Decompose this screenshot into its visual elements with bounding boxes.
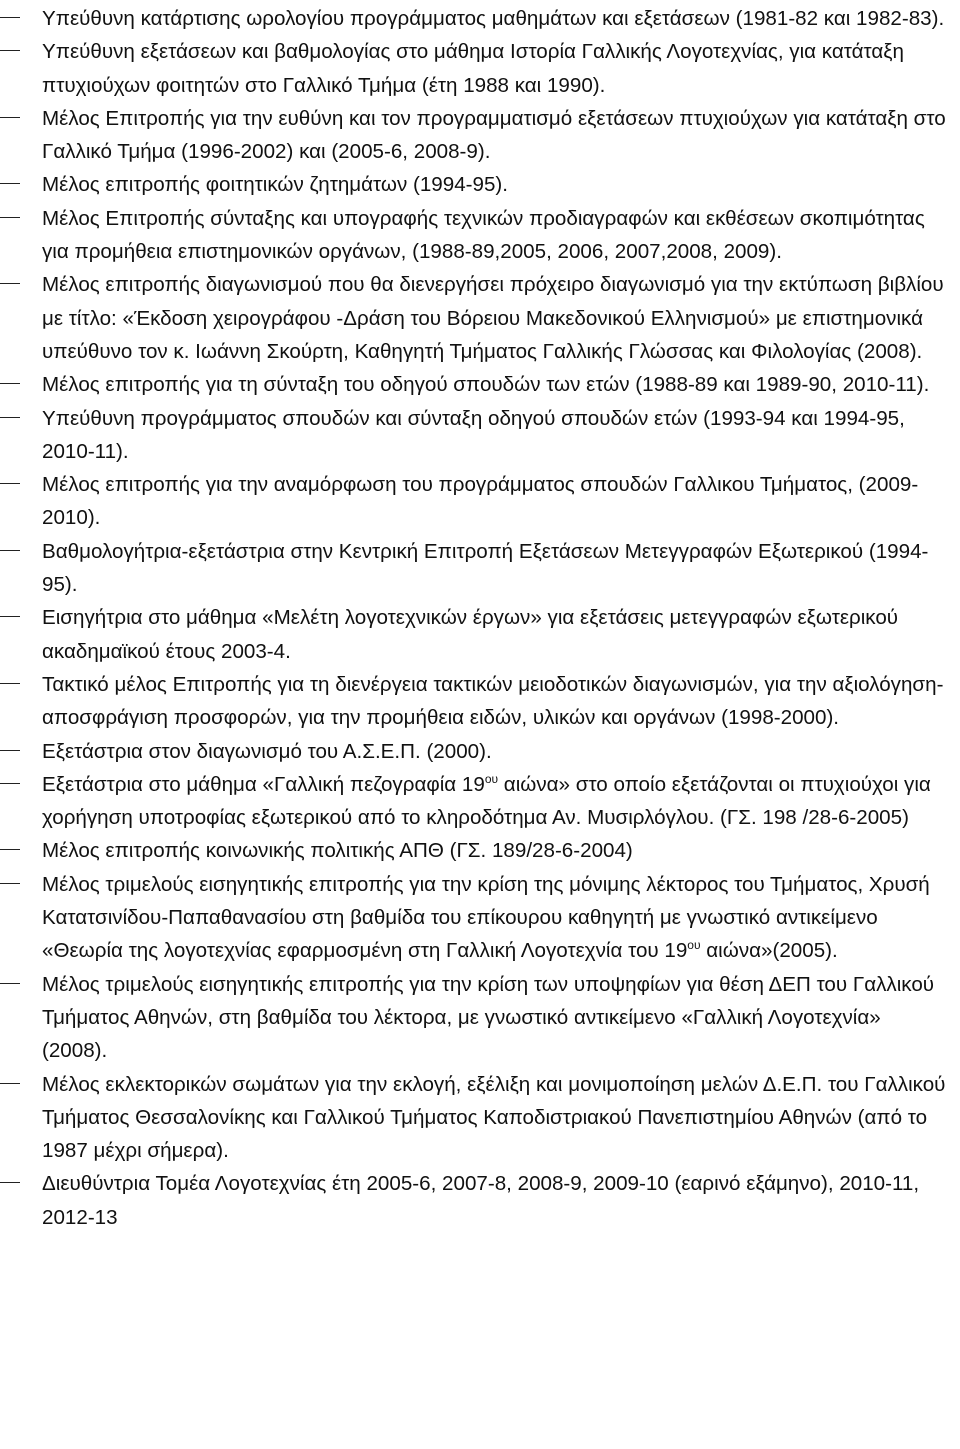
list-item [0,202,960,269]
list-item-text: Μέλος Επιτροπής για την ευθύνη και τον προγραμματισμό εξετάσεων πτυχιούχων για κατάταξη στο Γαλλικό Τμήμα (1996-2002) και (2005-6, 2008-9). [42,106,946,164]
list-item-text: Εισηγήτρια στο μάθημα «Μελέτη λογοτεχνικών έργων» για εξετάσεις μετεγγραφών εξωτερικού ακαδημαϊκού έτους 2003-4. [42,606,899,663]
list-item [0,268,960,368]
list-item [0,35,960,102]
list-item [0,468,960,535]
list-item-text-part: αιώνα»(2005). [700,939,838,963]
dash-bullet-icon [0,750,20,751]
dash-bullet-icon [0,483,20,484]
list-item-text-part: Εξετάστρια στο μάθημα «Γαλλική πεζογραφία 19 [42,772,485,796]
dash-bullet-icon [0,417,20,418]
dash-bullet-icon [0,783,20,784]
ordinal-superscript: ου [687,938,701,953]
list-item-text: Μέλος επιτροπής διαγωνισμού που θα διενεργήσει πρόχειρο διαγωνισμό για την εκτύπωση βιβλίου με τίτλο: «Έκδοση χειρογράφου -Δράση του Βόρειου Μακεδονικού Ελληνισμού» με επιστημονικά υπεύθυνο τον κ. Ιωάννη Σκούρτη, Καθηγητή Τμήματος Γαλλικής Γλώσσας και Φιλολογίας (2008). [42,273,944,363]
dash-bullet-icon [0,1083,20,1084]
list-item-text: Μέλος εκλεκτορικών σωμάτων για την εκλογή, εξέλιξη και μονιμοποίηση μελών Δ.Ε.Π. του Γαλλικού Τμήματος Θεσσαλονίκης και Γαλλικού Τμήματος Καποδιστριακού Πανεπιστημίου Αθηνών (από το 1987 μέχρι σήμερα). [42,1072,946,1163]
list-item-text: Μέλος επιτροπής για την αναμόρφωση του προγράμματος σπουδών Γαλλικου Τμήματος, (2009-2010). [42,473,919,530]
list-item-text: Μέλος επιτροπής για τη σύνταξη του οδηγού σπουδών των ετών (1988-89 και 1989-90, 2010-11). [42,373,930,397]
list-item [0,834,960,867]
list-item [0,668,960,735]
dash-bullet-icon [0,849,20,850]
dash-bullet-icon [0,17,20,18]
dash-bullet-icon [0,1182,20,1183]
list-item [0,368,960,401]
list-item [0,1068,960,1168]
list-item-text: Μέλος τριμελούς εισηγητικής επιτροπής για την κρίση των υποψηφίων για θέση ΔΕΠ του Γαλλικού Τμήματος Αθηνών, στη βαθμίδα του λέκτορα, με γνωστικό αντικείμενο «Γαλλική Λογοτεχνία» (2008). [42,972,935,1063]
list-item [0,1167,960,1234]
list-item-text: Υπεύθυνη προγράμματος σπουδών και σύνταξη οδηγού σπουδών ετών (1993-94 και 1994-95, 2010-11). [42,406,905,463]
dash-bullet-icon [0,383,20,384]
list-item-text: Διευθύντρια Τομέα Λογοτεχνίας έτη 2005-6, 2007-8, 2008-9, 2009-10 (εαρινό εξάμηνο), 2010-11, 2012-13 [42,1172,920,1229]
dash-bullet-icon [0,616,20,617]
list-item [0,868,960,968]
list-item-text: Βαθμολογήτρια-εξετάστρια στην Κεντρική Επιτροπή Εξετάσεων Μετεγγραφών Εξωτερικού (1994-95). [42,539,929,597]
list-item [0,2,960,35]
list-item [0,168,960,201]
dash-bullet-icon [0,50,20,51]
list-item [0,402,960,469]
list-item-text: Μέλος Επιτροπής σύνταξης και υπογραφής τεχνικών προδιαγραφών και εκθέσεων σκοπιμότητας για προμήθεια επιστημονικών οργάνων, (1988-89,2005, 2006, 2007,2008, 2009). [42,206,925,264]
list-item-text: Εξετάστρια στον διαγωνισμό του Α.Σ.Ε.Π. (2000). [42,739,492,763]
list-item-text-part: Μέλος τριμελούς εισηγητικής επιτροπής για την κρίση της μόνιμης λέκτορος του Τμήματος, Χρυσή Κατατσινίδου-Παπαθανασίου στη βαθμίδα του επίκουρου καθηγητή με γνωστικό αντικείμενο «Θεωρία της λογοτεχνίας εφαρμοσμένη στη Γαλλική Λογοτεχνία του 19 [42,872,930,963]
list-item [0,768,960,835]
dash-bullet-icon [0,217,20,218]
list-item-text [42,873,930,963]
dash-bullet-icon [0,983,20,984]
list-item [0,601,960,668]
list-item-text-part: αιώνα» στο οποίο εξετάζονται οι πτυχιούχοι για χορήγηση υποτροφίας εξωτερικού από το κληροδότημα Αν. Μυσιρλόγλου. (ΓΣ. 198 /28-6-2005) [42,772,931,830]
list-item-text [42,773,931,829]
dash-bullet-icon [0,183,20,184]
ordinal-superscript: ου [484,771,499,786]
list-item [0,102,960,169]
list-item [0,535,960,602]
dash-bullet-icon [0,117,20,118]
list-item-text: Μέλος επιτροπής φοιτητικών ζητημάτων (1994-95). [42,173,509,197]
list-item-text: Τακτικό μέλος Επιτροπής για τη διενέργεια τακτικών μειοδοτικών διαγωνισμών, για την αξιολόγηση-αποσφράγιση προσφορών, για την προμήθεια ειδών, υλικών και οργάνων (1998-2000). [42,672,944,730]
list-item-text: Μέλος επιτροπής κοινωνικής πολιτικής ΑΠΘ (ΓΣ. 189/28-6-2004) [42,839,633,863]
list-item-text: Υπεύθυνη εξετάσεων και βαθμολογίας στο μάθημα Ιστορία Γαλλικής Λογοτεχνίας, για κατάταξη πτυχιούχων φοιτητών στο Γαλλικό Τμήμα (έτη 1988 και 1990). [42,40,904,97]
dash-bullet-icon [0,283,20,284]
dash-bullet-icon [0,683,20,684]
duties-list [0,2,960,1234]
list-item [0,735,960,768]
list-item [0,968,960,1068]
list-item-text: Υπεύθυνη κατάρτισης ωρολογίου προγράμματος μαθημάτων και εξετάσεων (1981-82 και 1982-83). [42,7,945,30]
dash-bullet-icon [0,550,20,551]
dash-bullet-icon [0,883,20,884]
